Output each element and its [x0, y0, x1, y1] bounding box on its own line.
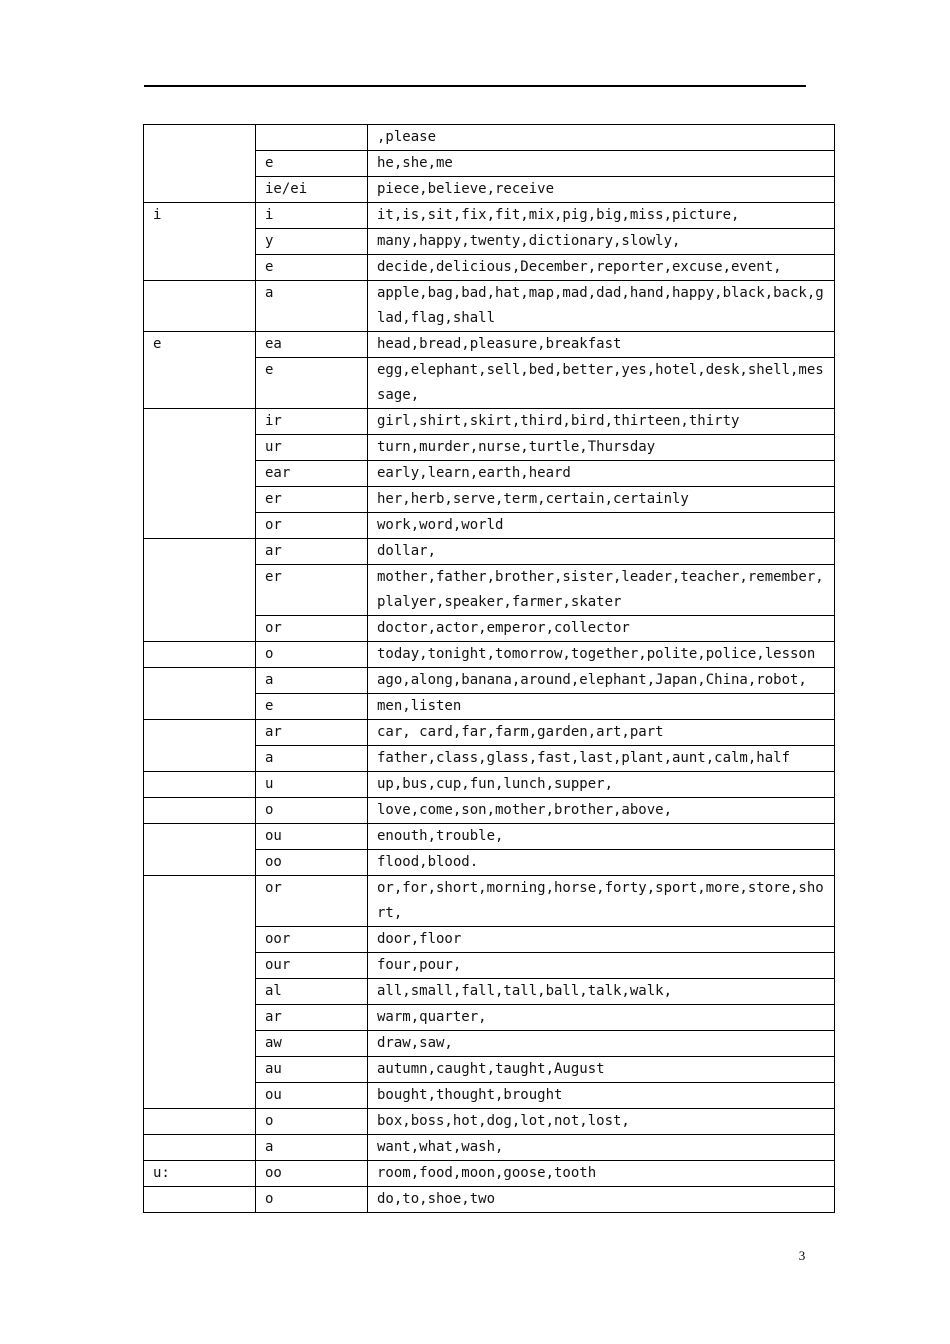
- examples-cell: early,learn,earth,heard: [368, 461, 835, 487]
- spelling-cell: [256, 125, 368, 151]
- spelling-cell: ou: [256, 1083, 368, 1109]
- examples-cell: mother,father,brother,sister,leader,teacher,remember,plalyer,speaker,farmer,skater: [368, 565, 835, 616]
- examples-cell: he,she,me: [368, 151, 835, 177]
- table-row: [144, 720, 835, 746]
- spelling-cell: u: [256, 772, 368, 798]
- spelling-cell: er: [256, 487, 368, 513]
- table-row: [144, 668, 835, 694]
- spelling-cell: or: [256, 513, 368, 539]
- examples-cell: door,floor: [368, 927, 835, 953]
- table-row: [144, 772, 835, 798]
- sound-cell: [144, 125, 256, 203]
- examples-cell: love,come,son,mother,brother,above,: [368, 798, 835, 824]
- examples-cell: car, card,far,farm,garden,art,part: [368, 720, 835, 746]
- examples-cell: head,bread,pleasure,breakfast: [368, 332, 835, 358]
- examples-cell: enouth,trouble,: [368, 824, 835, 850]
- spelling-cell: o: [256, 798, 368, 824]
- spelling-cell: a: [256, 281, 368, 332]
- table-row: [144, 642, 835, 668]
- examples-cell: dollar,: [368, 539, 835, 565]
- spelling-cell: e: [256, 694, 368, 720]
- spelling-cell: or: [256, 876, 368, 927]
- spelling-cell: or: [256, 616, 368, 642]
- sound-cell: [144, 409, 256, 539]
- examples-cell: want,what,wash,: [368, 1135, 835, 1161]
- spelling-cell: ie/ei: [256, 177, 368, 203]
- examples-cell: all,small,fall,tall,ball,talk,walk,: [368, 979, 835, 1005]
- spelling-cell: a: [256, 1135, 368, 1161]
- examples-cell: piece,believe,receive: [368, 177, 835, 203]
- examples-cell: doctor,actor,emperor,collector: [368, 616, 835, 642]
- spelling-cell: o: [256, 1187, 368, 1213]
- examples-cell: ago,along,banana,around,elephant,Japan,China,robot,: [368, 668, 835, 694]
- table-row: [144, 798, 835, 824]
- sound-cell: [144, 824, 256, 876]
- spelling-cell: e: [256, 151, 368, 177]
- sound-cell: [144, 1135, 256, 1161]
- spelling-cell: e: [256, 255, 368, 281]
- sound-cell: e: [144, 332, 256, 409]
- spelling-cell: aw: [256, 1031, 368, 1057]
- spelling-cell: au: [256, 1057, 368, 1083]
- examples-cell: father,class,glass,fast,last,plant,aunt,calm,half: [368, 746, 835, 772]
- examples-cell: room,food,moon,goose,tooth: [368, 1161, 835, 1187]
- table-row: [144, 1187, 835, 1213]
- sound-cell: [144, 281, 256, 332]
- sound-cell: [144, 720, 256, 772]
- sound-cell: [144, 642, 256, 668]
- examples-cell: egg,elephant,sell,bed,better,yes,hotel,desk,shell,message,: [368, 358, 835, 409]
- examples-cell: autumn,caught,taught,August: [368, 1057, 835, 1083]
- examples-cell: her,herb,serve,term,certain,certainly: [368, 487, 835, 513]
- examples-cell: draw,saw,: [368, 1031, 835, 1057]
- spelling-cell: e: [256, 358, 368, 409]
- spelling-cell: ur: [256, 435, 368, 461]
- sound-cell: [144, 539, 256, 642]
- examples-cell: many,happy,twenty,dictionary,slowly,: [368, 229, 835, 255]
- examples-cell: it,is,sit,fix,fit,mix,pig,big,miss,picture,: [368, 203, 835, 229]
- spelling-cell: ar: [256, 1005, 368, 1031]
- sound-cell: [144, 668, 256, 720]
- examples-cell: do,to,shoe,two: [368, 1187, 835, 1213]
- table-row: [144, 1109, 835, 1135]
- spelling-cell: a: [256, 668, 368, 694]
- examples-cell: men,listen: [368, 694, 835, 720]
- spelling-cell: al: [256, 979, 368, 1005]
- examples-cell: ,please: [368, 125, 835, 151]
- spelling-cell: i: [256, 203, 368, 229]
- spelling-cell: ir: [256, 409, 368, 435]
- spelling-cell: our: [256, 953, 368, 979]
- sound-cell: [144, 1109, 256, 1135]
- sound-cell: [144, 772, 256, 798]
- spelling-cell: ar: [256, 539, 368, 565]
- examples-cell: bought,thought,brought: [368, 1083, 835, 1109]
- spelling-cell: ou: [256, 824, 368, 850]
- examples-cell: decide,delicious,December,reporter,excuse,event,: [368, 255, 835, 281]
- table-row: [144, 1161, 835, 1187]
- table-row: [144, 1135, 835, 1161]
- examples-cell: up,bus,cup,fun,lunch,supper,: [368, 772, 835, 798]
- examples-cell: flood,blood.: [368, 850, 835, 876]
- spelling-cell: ea: [256, 332, 368, 358]
- phonics-table-body: [144, 125, 835, 1213]
- table-row: [144, 409, 835, 435]
- sound-cell: [144, 1187, 256, 1213]
- phonics-table: [143, 124, 835, 1213]
- spelling-cell: er: [256, 565, 368, 616]
- examples-cell: box,boss,hot,dog,lot,not,lost,: [368, 1109, 835, 1135]
- examples-cell: four,pour,: [368, 953, 835, 979]
- examples-cell: or,for,short,morning,horse,forty,sport,more,store,short,: [368, 876, 835, 927]
- examples-cell: turn,murder,nurse,turtle,Thursday: [368, 435, 835, 461]
- table-row: [144, 281, 835, 332]
- examples-cell: warm,quarter,: [368, 1005, 835, 1031]
- sound-cell: u:: [144, 1161, 256, 1187]
- sound-cell: [144, 876, 256, 1109]
- page-number: 3: [798, 1248, 806, 1263]
- sound-cell: i: [144, 203, 256, 281]
- spelling-cell: oo: [256, 1161, 368, 1187]
- table-row: [144, 876, 835, 927]
- examples-cell: work,word,world: [368, 513, 835, 539]
- examples-cell: girl,shirt,skirt,third,bird,thirteen,thirty: [368, 409, 835, 435]
- table-row: [144, 203, 835, 229]
- spelling-cell: oo: [256, 850, 368, 876]
- examples-cell: apple,bag,bad,hat,map,mad,dad,hand,happy,black,back,glad,flag,shall: [368, 281, 835, 332]
- spelling-cell: a: [256, 746, 368, 772]
- spelling-cell: ear: [256, 461, 368, 487]
- table-row: [144, 539, 835, 565]
- spelling-cell: ar: [256, 720, 368, 746]
- spelling-cell: o: [256, 642, 368, 668]
- header-rule: [144, 85, 806, 87]
- sound-cell: [144, 798, 256, 824]
- spelling-cell: y: [256, 229, 368, 255]
- table-row: [144, 332, 835, 358]
- table-row: [144, 125, 835, 151]
- spelling-cell: oor: [256, 927, 368, 953]
- spelling-cell: o: [256, 1109, 368, 1135]
- table-row: [144, 824, 835, 850]
- examples-cell: today,tonight,tomorrow,together,polite,police,lesson: [368, 642, 835, 668]
